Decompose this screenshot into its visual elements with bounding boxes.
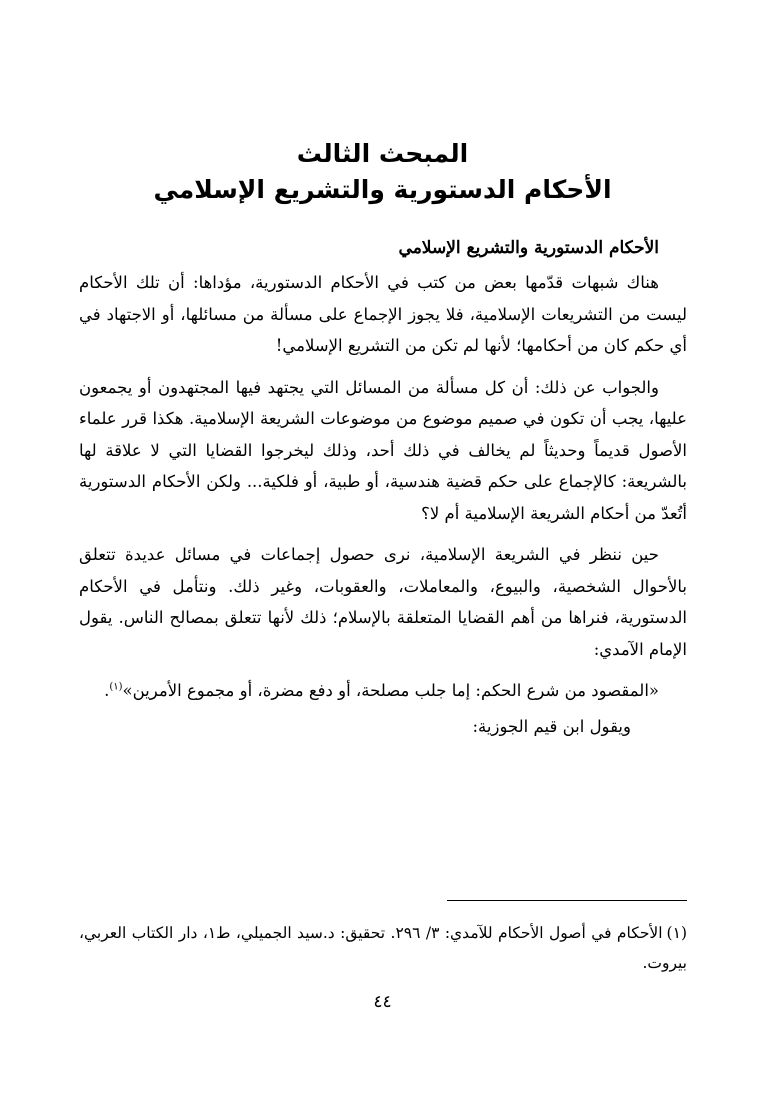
chapter-title: المبحث الثالث (296, 139, 469, 168)
footnote-reference[interactable]: (١) (109, 681, 123, 693)
footnote-number: (١) (666, 924, 687, 942)
body-text (79, 233, 687, 742)
quote: «المقصود من شرع الحكم: إما جلب مصلحة، أو دفع مضرة، أو مجموع الأمرين»$^{(١)}$. (104, 681, 659, 700)
quote-text: «المقصود من شرع الحكم: إما جلب مصلحة، أو دفع مضرة، أو مجموع الأمرين» (122, 681, 659, 700)
footnote-text: الأحكام في أصول الأحكام للآمدي: ٣/ ٢٩٦. تحقيق: د.سيد الجميلي، ط١، دار الكتاب العربي، بيروت. (79, 924, 687, 972)
paragraph-1: هناك شبهات قدّمها بعض من كتب في الأحكام الدستورية، مؤداها: أن تلك الأحكام ليست من التشريعات الإسلامية، فلا يجوز الإجماع على مسألة من مسائلها، أو الاجتهاد في أي حكم كان من أحكامها؛ لأنها لم تكن من التشريع الإسلامي! (79, 273, 687, 355)
footnote (79, 918, 687, 978)
section-heading: الأحكام الدستورية والتشريع الإسلامي (398, 238, 659, 258)
chapter-subtitle: الأحكام الدستورية والتشريع الإسلامي (153, 175, 612, 204)
paragraph-2: والجواب عن ذلك: أن كل مسألة من المسائل التي يجتهد فيها المجتهدون أو يجمعون عليها، يجب أن تكون في صميم موضوع من موضوعات الشريعة الإسلامية. هكذا قرر علماء الأصول قديماً وحديثاً لم يخالف في ذلك أحد، وذلك ليخرجوا القضايا التي لا علاقة لها بالشريعة: كالإجماع على حكم قضية هندسية، أو طبية، أو فلكية... ولكن الأحكام الدستورية أتُعدّ من أحكام الشريعة الإسلامية أم لا؟ (79, 377, 687, 523)
footnote-divider (447, 900, 687, 901)
page-number: ٤٤ (373, 992, 392, 1012)
intro-line: ويقول ابن قيم الجوزية: (472, 716, 631, 736)
paragraph-3: حين ننظر في الشريعة الإسلامية، نرى حصول إجماعات في مسائل عديدة تتعلق بالأحوال الشخصية، والبيوع، والمعاملات، والعقوبات، وغير ذلك. ونتأمل في الأحكام الدستورية، فنراها من أهم القضايا المتعلقة بالإسلام؛ ذلك لأنها تتعلق بمصالح الناس. يقول الإمام الآمدي: (79, 545, 687, 659)
